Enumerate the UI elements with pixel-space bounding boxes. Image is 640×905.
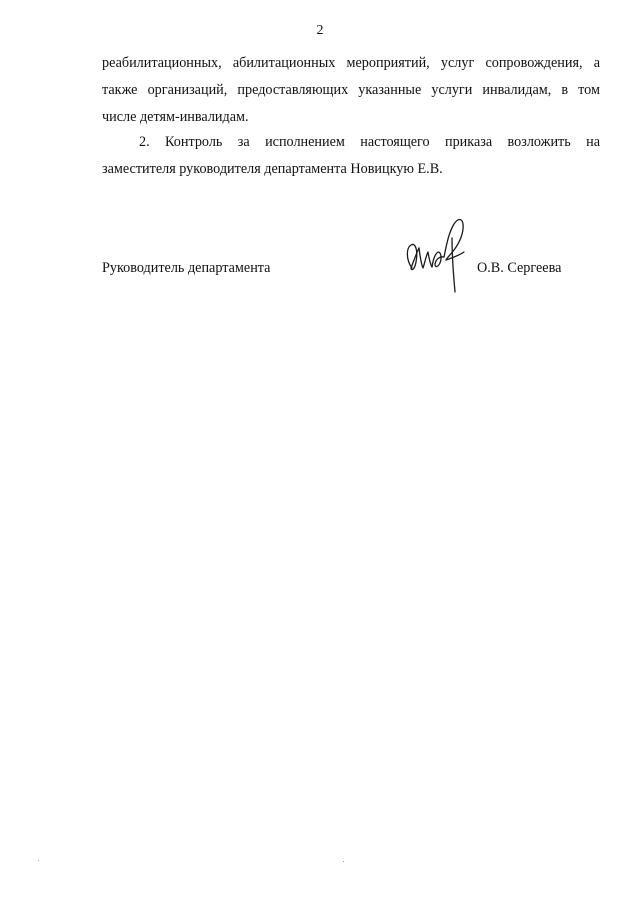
page-number: 2 [316,23,324,38]
paragraph-line: также организаций, предоставляющих указанные услуги инвалидам, в том [102,82,600,98]
signatory-name: О.В. Сергеева [477,260,562,276]
signature-block [102,258,600,288]
paragraph-continuation [102,50,600,131]
signatory-position: Руководитель департамента [102,260,271,276]
paragraph-line: реабилитационных, абилитационных мероприятий, услуг сопровождения, а [102,55,600,71]
scan-speck [343,861,344,862]
scan-speck [38,860,39,861]
paragraph-line: 2. Контроль за исполнением настоящего приказа возложить на [139,134,600,150]
paragraph-line: заместителя руководителя департамента Новицкую Е.В. [102,161,443,177]
paragraph-line: числе детям-инвалидам. [102,109,249,125]
paragraph-item-2 [102,129,600,183]
handwritten-signature-icon [402,212,480,296]
